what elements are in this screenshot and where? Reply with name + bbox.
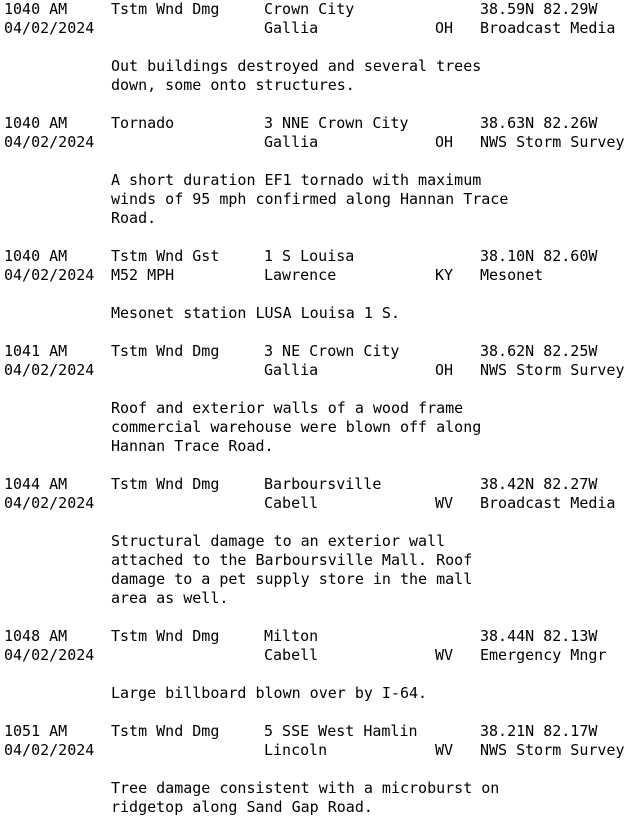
entry-time: 1040 AM [4, 0, 68, 18]
spacer [4, 285, 626, 304]
entry-county: Cabell [264, 494, 319, 512]
entry-time: 1048 AM [4, 627, 68, 645]
report-entry [4, 247, 626, 342]
entry-coords: 38.44N 82.13W [480, 627, 598, 645]
report-entry [4, 475, 626, 627]
entry-location: 3 NNE Crown City [264, 114, 409, 132]
remark-line: area as well. [111, 589, 229, 607]
remark-line: Roof and exterior walls of a wood frame [111, 399, 464, 417]
spacer [4, 760, 626, 779]
entry-county: Gallia [264, 19, 319, 37]
entry-source: NWS Storm Survey [480, 133, 625, 151]
entry-source: NWS Storm Survey [480, 741, 625, 759]
report-entry [4, 342, 626, 475]
entry-location: Milton [264, 627, 319, 645]
entry-date: 04/02/2024 [4, 646, 95, 664]
remark-line: Large billboard blown over by I-64. [111, 684, 428, 702]
entry-source: Mesonet [480, 266, 544, 284]
entry-time: 1040 AM [4, 114, 68, 132]
report-entry [4, 627, 626, 722]
report-entry [4, 0, 626, 114]
entry-remarks [111, 304, 626, 323]
entry-state: WV [435, 741, 454, 759]
entry-date: 04/02/2024 [4, 361, 95, 379]
entry-date: 04/02/2024 [4, 133, 95, 151]
entry-line-2 [4, 19, 626, 38]
entry-event: Tstm Wnd Dmg [111, 0, 220, 18]
entry-county: Gallia [264, 361, 319, 379]
entry-event: Tstm Wnd Dmg [111, 627, 220, 645]
entry-date: 04/02/2024 [4, 741, 95, 759]
entry-state: WV [435, 646, 454, 664]
spacer [4, 817, 626, 836]
report-entry [4, 722, 626, 836]
spacer [4, 38, 626, 57]
entry-date: 04/02/2024 [4, 494, 95, 512]
entry-source: Broadcast Media [480, 19, 616, 37]
entry-line-1 [4, 722, 626, 741]
entry-coords: 38.42N 82.27W [480, 475, 598, 493]
entry-location: Barboursville [264, 475, 382, 493]
entry-remarks [111, 779, 626, 817]
entry-date: 04/02/2024 [4, 266, 95, 284]
entry-event: Tstm Wnd Dmg [111, 342, 220, 360]
entry-line-1 [4, 114, 626, 133]
entry-state: KY [435, 266, 454, 284]
entry-state: WV [435, 494, 454, 512]
entry-line-1 [4, 475, 626, 494]
entry-state: OH [435, 361, 454, 379]
entry-event: Tstm Wnd Gst [111, 247, 220, 265]
entry-county: Lawrence [264, 266, 337, 284]
entry-line-2 [4, 741, 626, 760]
spacer [4, 608, 626, 627]
entry-remarks [111, 532, 626, 608]
entry-event: Tornado [111, 114, 175, 132]
entry-remarks [111, 171, 626, 228]
remark-line: down, some onto structures. [111, 76, 355, 94]
entry-coords: 38.10N 82.60W [480, 247, 598, 265]
entry-time: 1051 AM [4, 722, 68, 740]
remark-line: attached to the Barboursville Mall. Roof [111, 551, 473, 569]
spacer [4, 380, 626, 399]
entry-county: Cabell [264, 646, 319, 664]
entry-state: OH [435, 133, 454, 151]
entry-remarks [111, 399, 626, 456]
remark-line: Mesonet station LUSA Louisa 1 S. [111, 304, 400, 322]
remark-line: Tree damage consistent with a microburst on [111, 779, 500, 797]
entry-line-2 [4, 133, 626, 152]
remark-line: A short duration EF1 tornado with maximum [111, 171, 482, 189]
entry-time: 1040 AM [4, 247, 68, 265]
spacer [4, 152, 626, 171]
entry-magnitude: M52 MPH [111, 266, 175, 284]
entry-line-1 [4, 0, 626, 19]
remark-line: Road. [111, 209, 157, 227]
entry-line-2 [4, 361, 626, 380]
entry-coords: 38.63N 82.26W [480, 114, 598, 132]
remark-line: winds of 95 mph confirmed along Hannan Trace [111, 190, 509, 208]
spacer [4, 323, 626, 342]
remark-line: damage to a pet supply store in the mall [111, 570, 473, 588]
spacer [4, 95, 626, 114]
entry-time: 1044 AM [4, 475, 68, 493]
spacer [4, 228, 626, 247]
spacer [4, 513, 626, 532]
spacer [4, 665, 626, 684]
entry-coords: 38.62N 82.25W [480, 342, 598, 360]
remark-line: Hannan Trace Road. [111, 437, 274, 455]
entry-location: 3 NE Crown City [264, 342, 400, 360]
entry-source: NWS Storm Survey [480, 361, 625, 379]
spacer [4, 703, 626, 722]
entry-coords: 38.59N 82.29W [480, 0, 598, 18]
entry-location: 1 S Louisa [264, 247, 355, 265]
remark-line: ridgetop along Sand Gap Road. [111, 798, 373, 816]
entry-state: OH [435, 19, 454, 37]
entry-event: Tstm Wnd Dmg [111, 722, 220, 740]
entry-remarks [111, 684, 626, 703]
entry-source: Emergency Mngr [480, 646, 607, 664]
entry-line-1 [4, 627, 626, 646]
entry-date: 04/02/2024 [4, 19, 95, 37]
entry-line-1 [4, 342, 626, 361]
entry-location: Crown City [264, 0, 355, 18]
entry-county: Lincoln [264, 741, 328, 759]
entry-county: Gallia [264, 133, 319, 151]
entry-coords: 38.21N 82.17W [480, 722, 598, 740]
entry-line-2 [4, 494, 626, 513]
entry-time: 1041 AM [4, 342, 68, 360]
remark-line: Out buildings destroyed and several trees [111, 57, 482, 75]
entry-location: 5 SSE West Hamlin [264, 722, 418, 740]
entry-event: Tstm Wnd Dmg [111, 475, 220, 493]
storm-report-list [4, 0, 626, 836]
entry-line-2 [4, 646, 626, 665]
entry-line-1 [4, 247, 626, 266]
remark-line: Structural damage to an exterior wall [111, 532, 446, 550]
entry-remarks [111, 57, 626, 95]
report-entry [4, 114, 626, 247]
entry-source: Broadcast Media [480, 494, 616, 512]
remark-line: commercial warehouse were blown off along [111, 418, 482, 436]
spacer [4, 456, 626, 475]
entry-line-2 [4, 266, 626, 285]
